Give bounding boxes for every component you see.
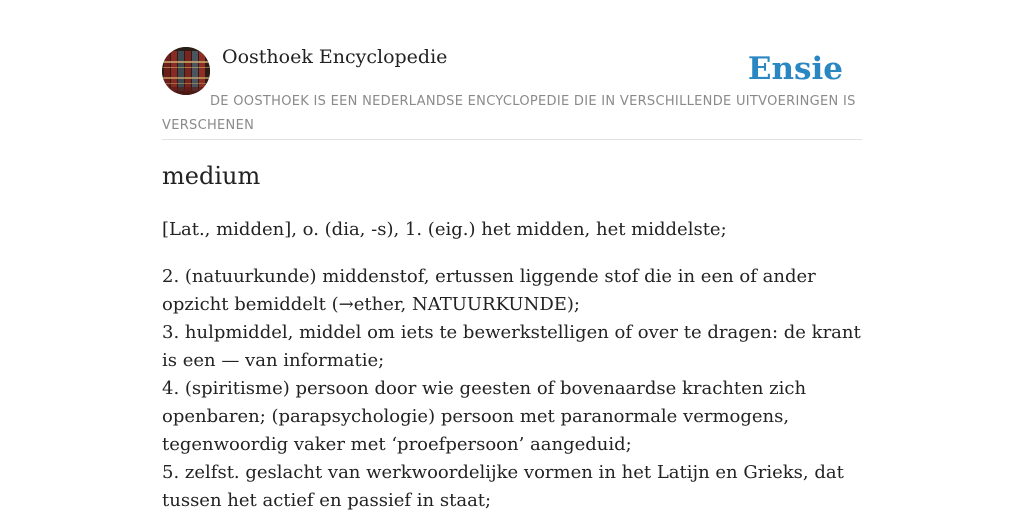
book-spines-icon bbox=[162, 47, 210, 95]
definition-paragraph-1: [Lat., midden], o. (dia, -s), 1. (eig.) het midden, het middelste; bbox=[162, 219, 727, 240]
definition-paragraph-2 bbox=[162, 263, 862, 515]
site-name[interactable]: Oosthoek Encyclopedie bbox=[222, 46, 448, 68]
site-tagline: DE OOSTHOEK IS EEN NEDERLANDSE ENCYCLOPEDIE DIE IN VERSCHILLENDE UITVOERINGEN IS VERSCHENEN bbox=[162, 94, 856, 133]
entry-title: medium bbox=[162, 162, 261, 190]
site-header bbox=[162, 0, 862, 140]
definition-line-5: 5. zelfst. geslacht van werkwoordelijke vormen in het Latijn en Grieks, dat tussen het actief en passief in staat; bbox=[162, 462, 844, 511]
site-avatar[interactable] bbox=[162, 47, 210, 95]
definition-line-2: 2. (natuurkunde) middenstof, ertussen liggende stof die in een of ander opzicht bemiddelt (→ether, NATUURKUNDE); bbox=[162, 266, 816, 315]
page bbox=[162, 0, 862, 511]
definition-line-4: 4. (spiritisme) persoon door wie geesten of bovenaardse krachten zich openbaren; (parapsychologie) persoon met paranormale vermogens, tegenwoordig vaker met ‘proefpersoon’ aangeduid; bbox=[162, 378, 807, 455]
definition-line-3: 3. hulpmiddel, middel om iets te bewerkstelligen of over te dragen: de krant is een — van informatie; bbox=[162, 322, 861, 371]
brand-logo-link[interactable]: Ensie bbox=[747, 51, 843, 87]
